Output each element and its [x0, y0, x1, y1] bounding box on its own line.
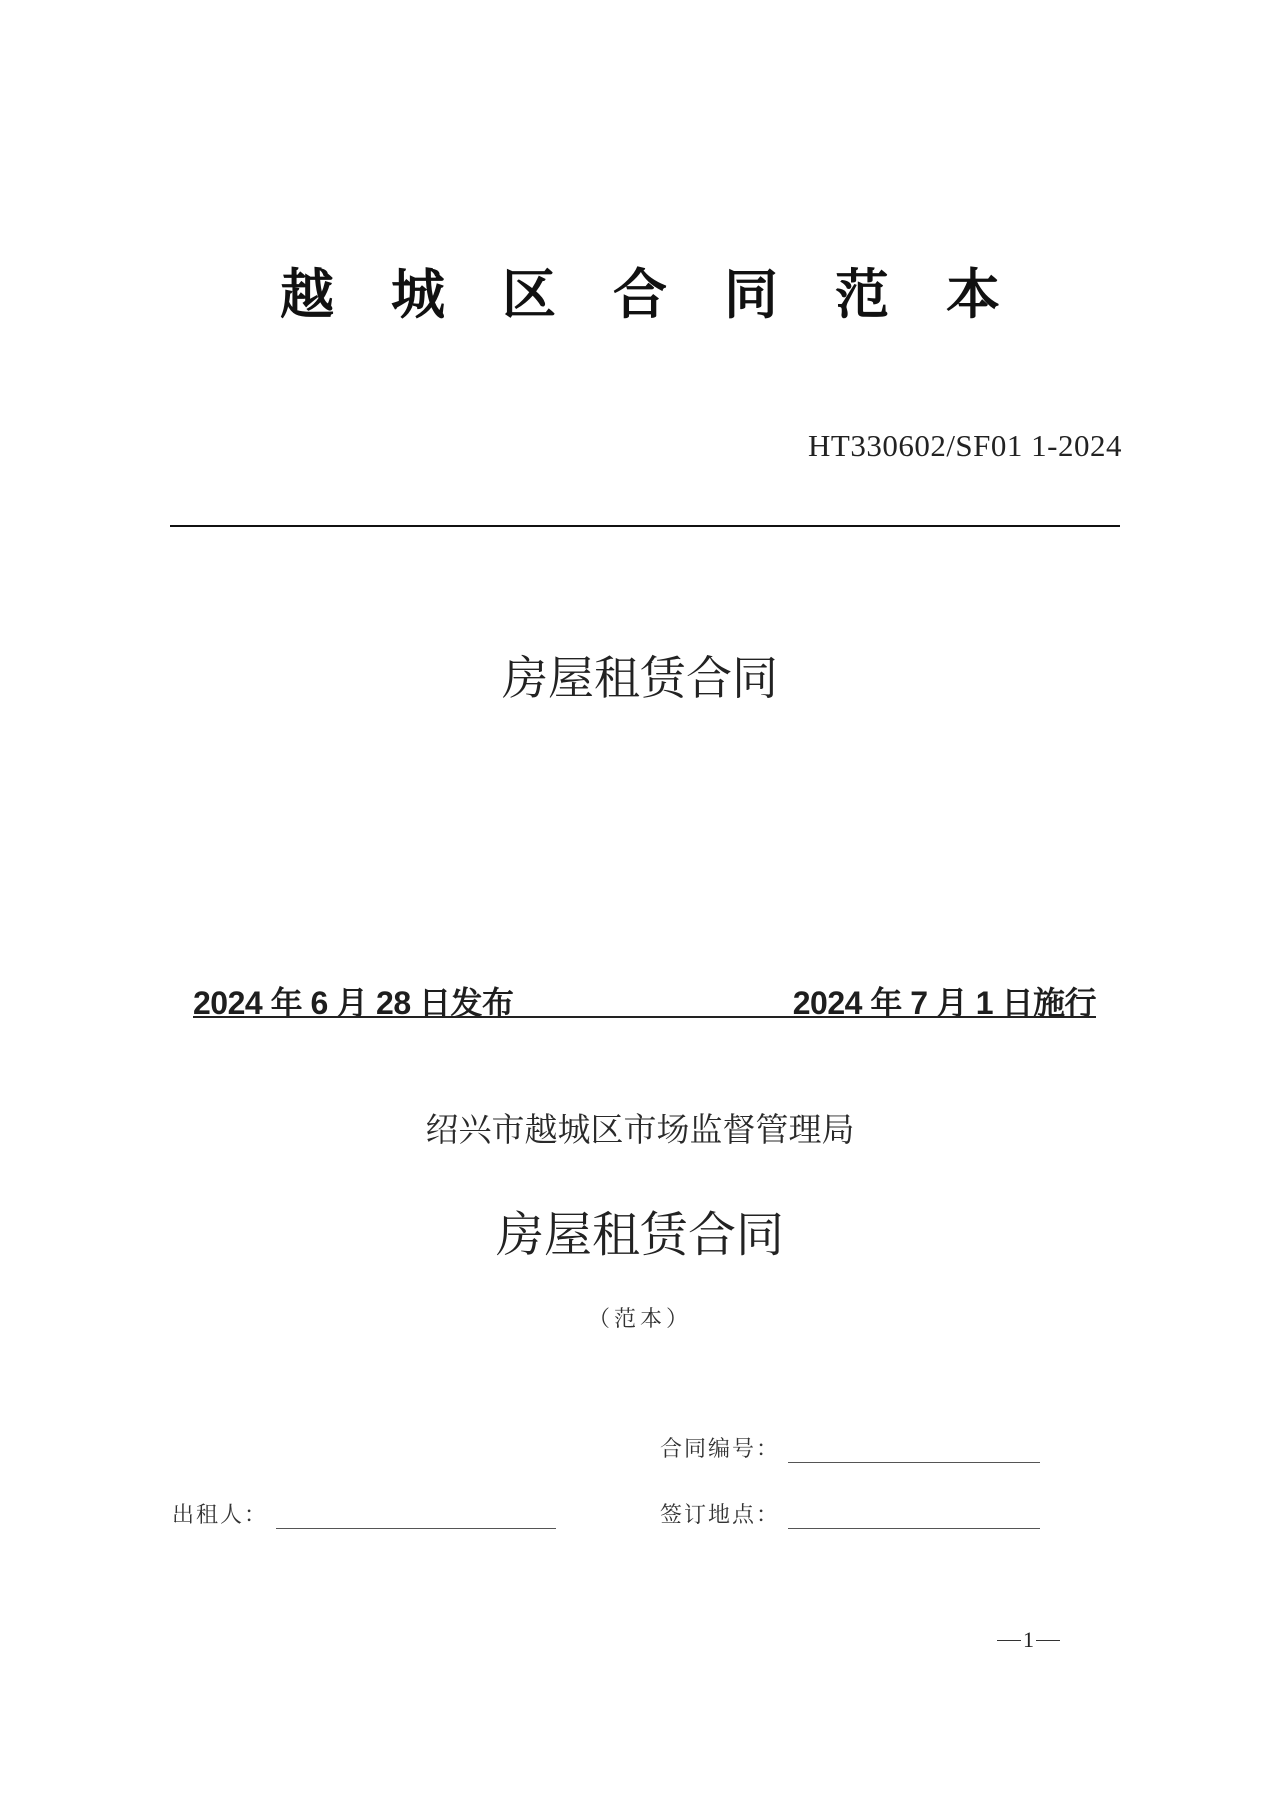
- date-divider: [193, 1016, 1096, 1018]
- page-dash-left: [997, 1640, 1021, 1641]
- contract-number-label: 合同编号：: [660, 1437, 781, 1462]
- page-number: [995, 1627, 1062, 1653]
- series-heading-char: 范: [835, 263, 889, 326]
- contract-title: 房屋租赁合同: [495, 1207, 784, 1263]
- lessor-field: [172, 1498, 556, 1529]
- signing-place-field: [660, 1498, 1040, 1529]
- lessor-label: 出租人：: [172, 1503, 269, 1528]
- header-divider: [170, 525, 1120, 527]
- document-code: HT330602/SF01 1-2024: [808, 428, 1122, 463]
- page-number-value: 1: [1023, 1627, 1034, 1652]
- series-heading-char: 合: [613, 263, 667, 326]
- series-heading-char: 越: [280, 263, 334, 326]
- cover-title: 房屋租赁合同: [502, 651, 778, 705]
- series-heading-char: 区: [502, 263, 556, 326]
- series-heading-char: 同: [724, 263, 778, 326]
- series-heading-char: 城: [391, 263, 445, 326]
- page-dash-right: [1036, 1640, 1060, 1641]
- template-note: （范本）: [587, 1307, 692, 1332]
- series-heading-char: 本: [946, 263, 1000, 326]
- effective-date: 2024 年 7 月 1 日施行: [792, 985, 1096, 1021]
- lessor-input[interactable]: [276, 1506, 556, 1529]
- signing-place-label: 签订地点：: [660, 1503, 781, 1528]
- signing-place-input[interactable]: [788, 1506, 1040, 1529]
- contract-number-input[interactable]: [788, 1440, 1040, 1463]
- publish-date: 2024 年 6 月 28 日发布: [193, 985, 514, 1021]
- contract-number-field: [660, 1432, 1040, 1463]
- issuing-authority: 绍兴市越城区市场监督管理局: [425, 1110, 855, 1149]
- series-heading: [280, 252, 1000, 329]
